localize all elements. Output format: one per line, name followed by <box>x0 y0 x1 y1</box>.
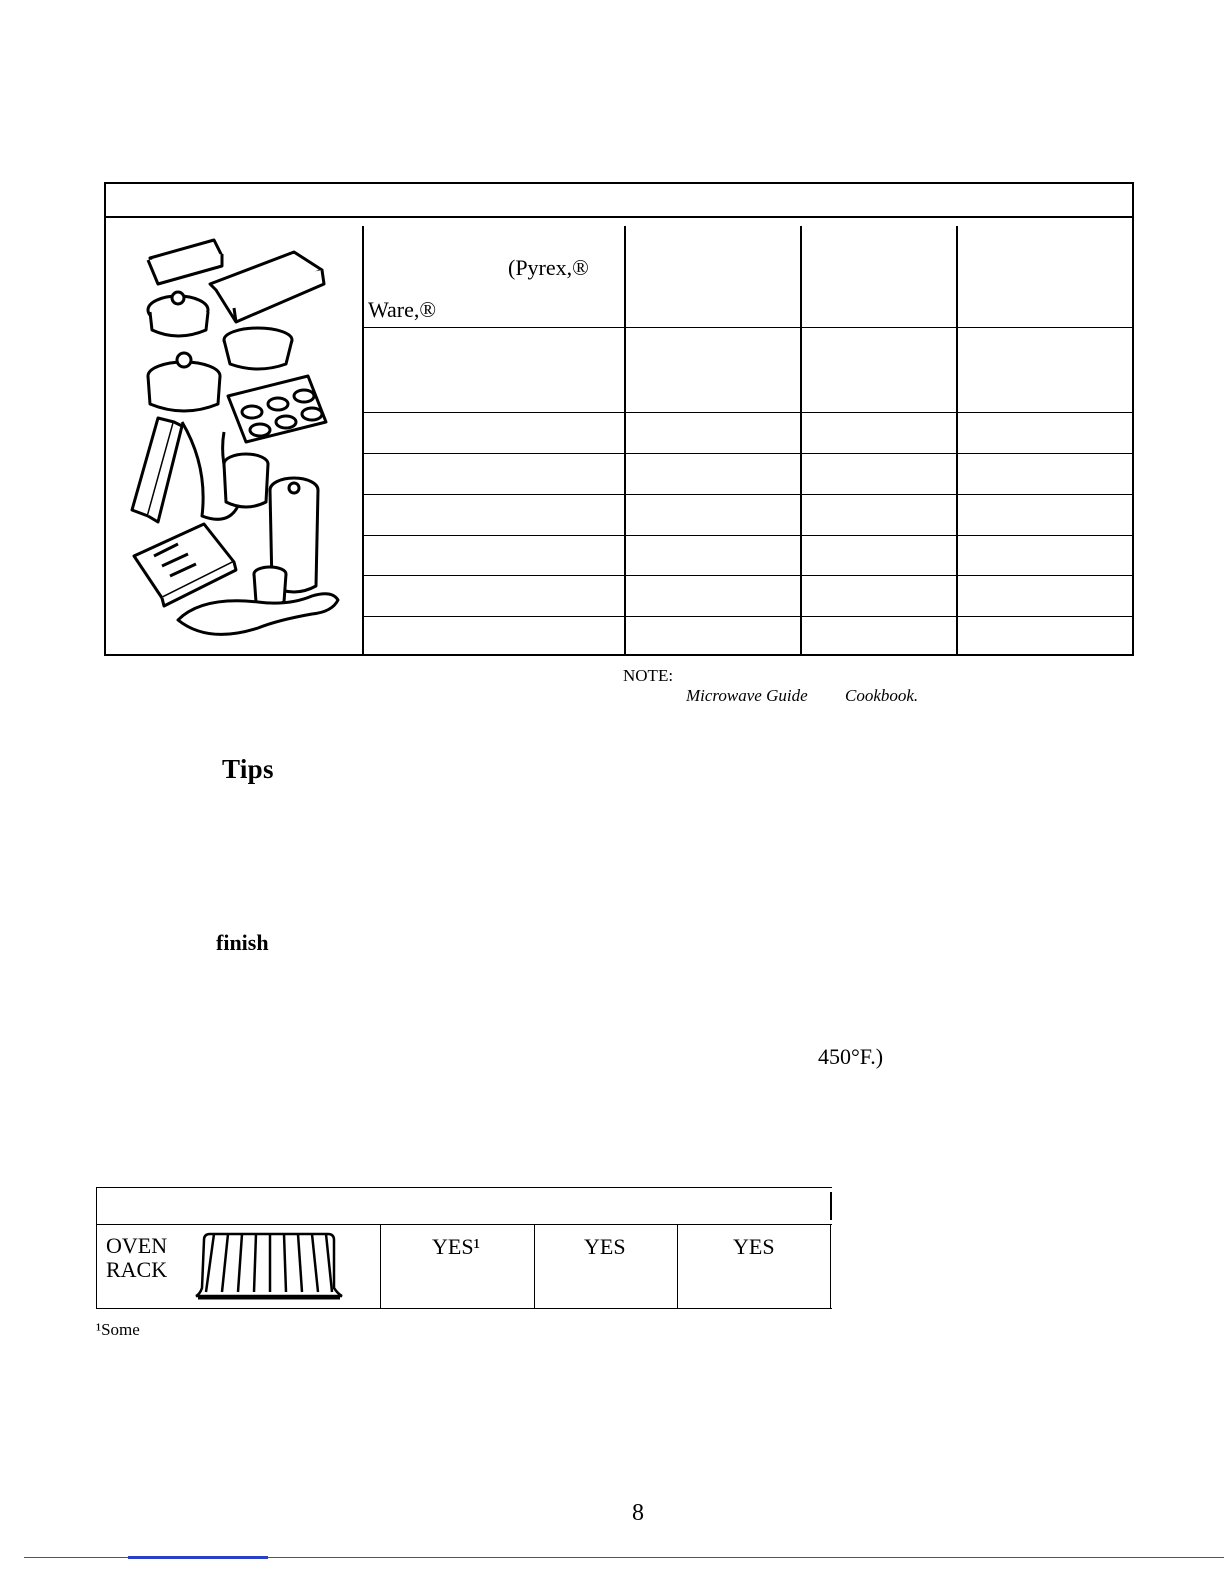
row-divider <box>364 494 1132 495</box>
column-divider <box>534 1224 535 1308</box>
material-cell-text: Ware,® <box>368 297 437 322</box>
table-edge <box>830 1224 831 1308</box>
note-label: NOTE: <box>623 666 674 685</box>
material-cell-text: (Pyrex,® <box>508 255 589 280</box>
row-divider <box>96 1308 832 1309</box>
cookware-table-header <box>104 182 1134 218</box>
row-divider <box>364 616 1132 617</box>
column-divider <box>362 226 364 654</box>
row-divider <box>364 327 1132 328</box>
rack-value-col3: YES <box>733 1234 775 1259</box>
row-divider <box>364 535 1132 536</box>
temperature-text: 450°F.) <box>818 1044 884 1069</box>
row-divider <box>364 412 1132 413</box>
rack-value-col2: YES <box>584 1234 626 1259</box>
row-divider <box>364 453 1132 454</box>
table-edge <box>96 1224 97 1308</box>
section-heading: Tips <box>222 754 274 784</box>
rack-table-header <box>96 1187 832 1223</box>
column-divider <box>956 226 958 654</box>
cookbook-title: Cookbook. <box>845 686 919 705</box>
column-divider <box>677 1224 678 1308</box>
page-number: 8 <box>632 1500 644 1526</box>
rack-label: RACK <box>106 1257 168 1282</box>
rack-value-col1: YES¹ <box>432 1234 481 1259</box>
bottom-rule-accent <box>128 1556 268 1559</box>
row-divider <box>96 1224 832 1225</box>
guide-title: Microwave Guide <box>686 686 808 705</box>
table-edge <box>96 1188 97 1224</box>
column-divider <box>380 1224 381 1308</box>
oven-rack-icon <box>190 1228 348 1306</box>
footnote: ¹Some <box>96 1320 140 1339</box>
row-divider <box>364 575 1132 576</box>
column-divider <box>624 226 626 654</box>
column-divider <box>800 226 802 654</box>
cookware-illustration <box>118 226 354 646</box>
table-edge <box>830 1192 832 1220</box>
rack-label: OVEN <box>106 1233 168 1258</box>
finish-text: finish <box>216 930 269 955</box>
